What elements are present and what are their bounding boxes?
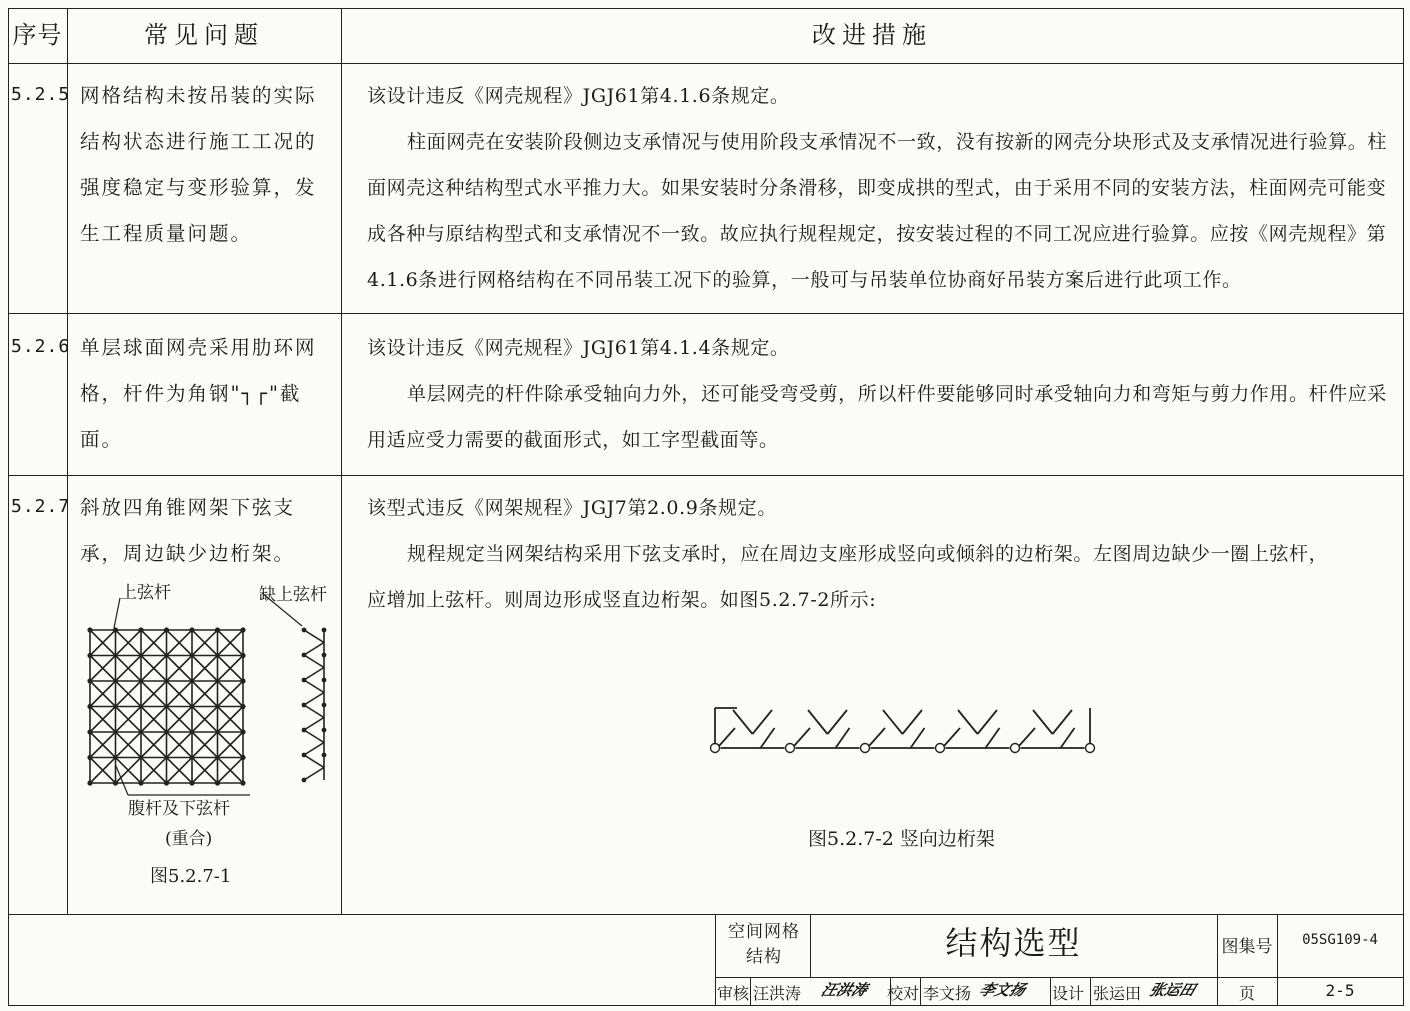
tb-divider	[920, 977, 921, 1005]
profile-node	[322, 628, 327, 633]
profile-node	[302, 728, 307, 733]
grid-node	[240, 678, 245, 683]
profile-member	[304, 693, 324, 706]
profile-member	[304, 768, 324, 781]
truss-diagonal	[808, 710, 828, 734]
grid-node	[87, 627, 92, 632]
label-missing-top-chord: 缺上弦杆	[259, 585, 327, 605]
measure-lead: 该型式违反《网架规程》JGJ7第2.0.9条规定。	[367, 497, 777, 519]
truss-diagonal	[944, 728, 960, 746]
truss-node	[1086, 744, 1095, 753]
problem-text: 网格结构未按吊装的实际结构状态进行施工工况的强度稳定与变形验算，发生工程质量问题。	[80, 84, 317, 245]
measure-body: 柱面网壳在安装阶段侧边支承情况与使用阶段支承情况不一致，没有按新的网壳分块形式及支承情况进行验算。柱面网壳这种结构型式水平推力大。如果安装时分条滑移，即变成拱的型式，由于采用不同的安装方法，柱面网壳可能变成各种与原结构型式和支承情况不一致。故应执行规程规定，按安装过程的不同工况应进行验算。应按《网壳规程》第4.1.6条进行网格结构在不同吊装工况下的验算，一般可与吊装单位协商好吊装方案后进行此项工作。	[367, 131, 1388, 291]
grid-node	[189, 780, 194, 785]
truss-node	[786, 744, 795, 753]
measure-body: 规程规定当网架结构采用下弦支承时，应在周边支座形成竖向或倾斜的边桁架。左图周边缺少一圈上弦杆，应增加上弦杆。则周边形成竖直边桁架。如图5.2.7-2所示:	[367, 543, 1329, 611]
measure-body: 单层网壳的杆件除承受轴向力外，还可能受弯受剪，所以杆件要能够同时承受轴向力和弯矩与剪力作用。杆件应采用适应受力需要的截面形式，如工字型截面等。	[367, 383, 1388, 451]
page-label: 页	[1238, 984, 1255, 1003]
designer-name: 张运田	[1093, 984, 1142, 1003]
grid-node	[240, 627, 245, 632]
grid-node	[113, 627, 118, 632]
profile-member	[304, 668, 324, 681]
profile-node	[322, 728, 327, 733]
truss-diagonal	[903, 710, 923, 734]
grid-node	[164, 780, 169, 785]
problem-text: 单层球面网壳采用肋环网格，杆件为角钢"┐┌"截面。	[80, 336, 317, 451]
truss-node	[1011, 744, 1020, 753]
truss-diagonal	[761, 728, 775, 748]
grid-node	[215, 780, 220, 785]
checker-name: 李文扬	[923, 984, 972, 1003]
profile-node	[302, 678, 307, 683]
truss-diagonal	[911, 728, 925, 748]
grid-node	[215, 627, 220, 632]
truss-diagonal	[869, 728, 885, 746]
atlas-label: 图集号	[1221, 937, 1273, 957]
row-number: 5.2.6	[11, 336, 71, 357]
grid-node	[138, 627, 143, 632]
row-divider-2	[8, 475, 1404, 476]
col-divider-2	[341, 8, 342, 914]
header-no: 序号	[12, 21, 63, 49]
profile-member	[304, 755, 324, 768]
profile-member	[304, 630, 324, 643]
row-number: 5.2.7	[11, 496, 71, 517]
profile-member	[304, 705, 324, 718]
profile-node	[322, 703, 327, 708]
review-label: 审核	[717, 984, 750, 1003]
grid-node	[87, 755, 92, 760]
profile-node	[322, 653, 327, 658]
profile-node	[322, 678, 327, 683]
grid-node	[87, 653, 92, 658]
truss-diagonal	[1019, 728, 1035, 746]
problem-text: 斜放四角锥网架下弦支承，周边缺少边桁架。	[80, 496, 296, 565]
reviewer-signature: 汪洪涛	[818, 981, 870, 999]
table-bottom	[8, 914, 1404, 915]
truss-node	[711, 744, 720, 753]
atlas-number: 05SG109-4	[1302, 932, 1378, 948]
designer-signature: 张运田	[1146, 981, 1198, 999]
profile-member	[304, 655, 324, 668]
truss-diagonal	[883, 710, 903, 734]
truss-diagonal	[1061, 728, 1075, 748]
reviewer-name: 汪洪涛	[753, 984, 802, 1003]
profile-node	[302, 778, 307, 783]
truss-diagonal	[1053, 710, 1073, 734]
truss-diagonal	[794, 728, 810, 746]
grid-node	[164, 627, 169, 632]
label-top-chord: 上弦杆	[120, 583, 171, 603]
check-label: 校对	[887, 984, 920, 1003]
profile-member	[304, 730, 324, 743]
figure1-caption: 图5.2.7-1	[150, 866, 232, 887]
header-problem: 常见问题	[144, 21, 264, 49]
checker-signature: 李文扬	[976, 981, 1028, 999]
header-divider	[8, 63, 1404, 64]
profile-node	[302, 628, 307, 633]
profile-node	[302, 653, 307, 658]
truss-diagonal	[836, 728, 850, 748]
grid-node	[138, 780, 143, 785]
truss-diagonal	[978, 710, 998, 734]
truss-diagonal	[958, 710, 978, 734]
border-bottom	[8, 1005, 1404, 1006]
truss-node	[861, 744, 870, 753]
row-number: 5.2.5	[11, 84, 71, 105]
grid-node	[87, 729, 92, 734]
grid-node	[113, 780, 118, 785]
tb-divider	[715, 977, 1403, 978]
tb-divider	[750, 977, 751, 1005]
truss-diagonal	[1033, 710, 1053, 734]
profile-member	[304, 643, 324, 656]
border-left	[8, 8, 9, 1005]
measure-text	[367, 485, 1387, 623]
grid-node	[240, 755, 245, 760]
grid-node	[87, 704, 92, 709]
profile-node	[302, 703, 307, 708]
grid-node	[87, 780, 92, 785]
profile-member	[304, 680, 324, 693]
tb-category: 空间网格结构	[728, 922, 800, 967]
tb-divider	[715, 914, 716, 1005]
header-measure: 改进措施	[812, 21, 932, 49]
tb-divider	[1050, 977, 1051, 1005]
figure2-caption: 图5.2.7-2 竖向边桁架	[808, 828, 995, 850]
design-label: 设计	[1052, 984, 1085, 1003]
profile-node	[302, 753, 307, 758]
label-web-members: 腹杆及下弦杆	[128, 799, 230, 819]
measure-text	[367, 73, 1387, 303]
grid-plan-diagram	[80, 590, 340, 830]
measure-text	[367, 325, 1387, 463]
truss-diagonal	[733, 710, 753, 734]
measure-lead: 该设计违反《网壳规程》JGJ61第4.1.4条规定。	[367, 337, 790, 359]
grid-node	[240, 653, 245, 658]
col-divider-1	[67, 8, 68, 914]
grid-node	[240, 780, 245, 785]
vertical-edge-truss-diagram	[705, 700, 1105, 762]
profile-member	[304, 743, 324, 756]
page-number: 2-5	[1325, 981, 1355, 1000]
border-right	[1403, 8, 1404, 1005]
profile-member	[304, 718, 324, 731]
row-divider-1	[8, 313, 1404, 314]
grid-node	[240, 704, 245, 709]
grid-node	[189, 627, 194, 632]
truss-node	[936, 744, 945, 753]
truss-diagonal	[719, 728, 735, 746]
grid-node	[87, 678, 92, 683]
profile-node	[322, 753, 327, 758]
tb-divider	[1090, 977, 1091, 1005]
truss-diagonal	[828, 710, 848, 734]
measure-lead: 该设计违反《网壳规程》JGJ61第4.1.6条规定。	[367, 85, 790, 107]
grid-node	[240, 729, 245, 734]
truss-diagonal	[986, 728, 1000, 748]
truss-diagonal	[753, 710, 773, 734]
drawing-title: 结构选型	[945, 924, 1082, 962]
label-overlap: (重合)	[165, 829, 213, 849]
